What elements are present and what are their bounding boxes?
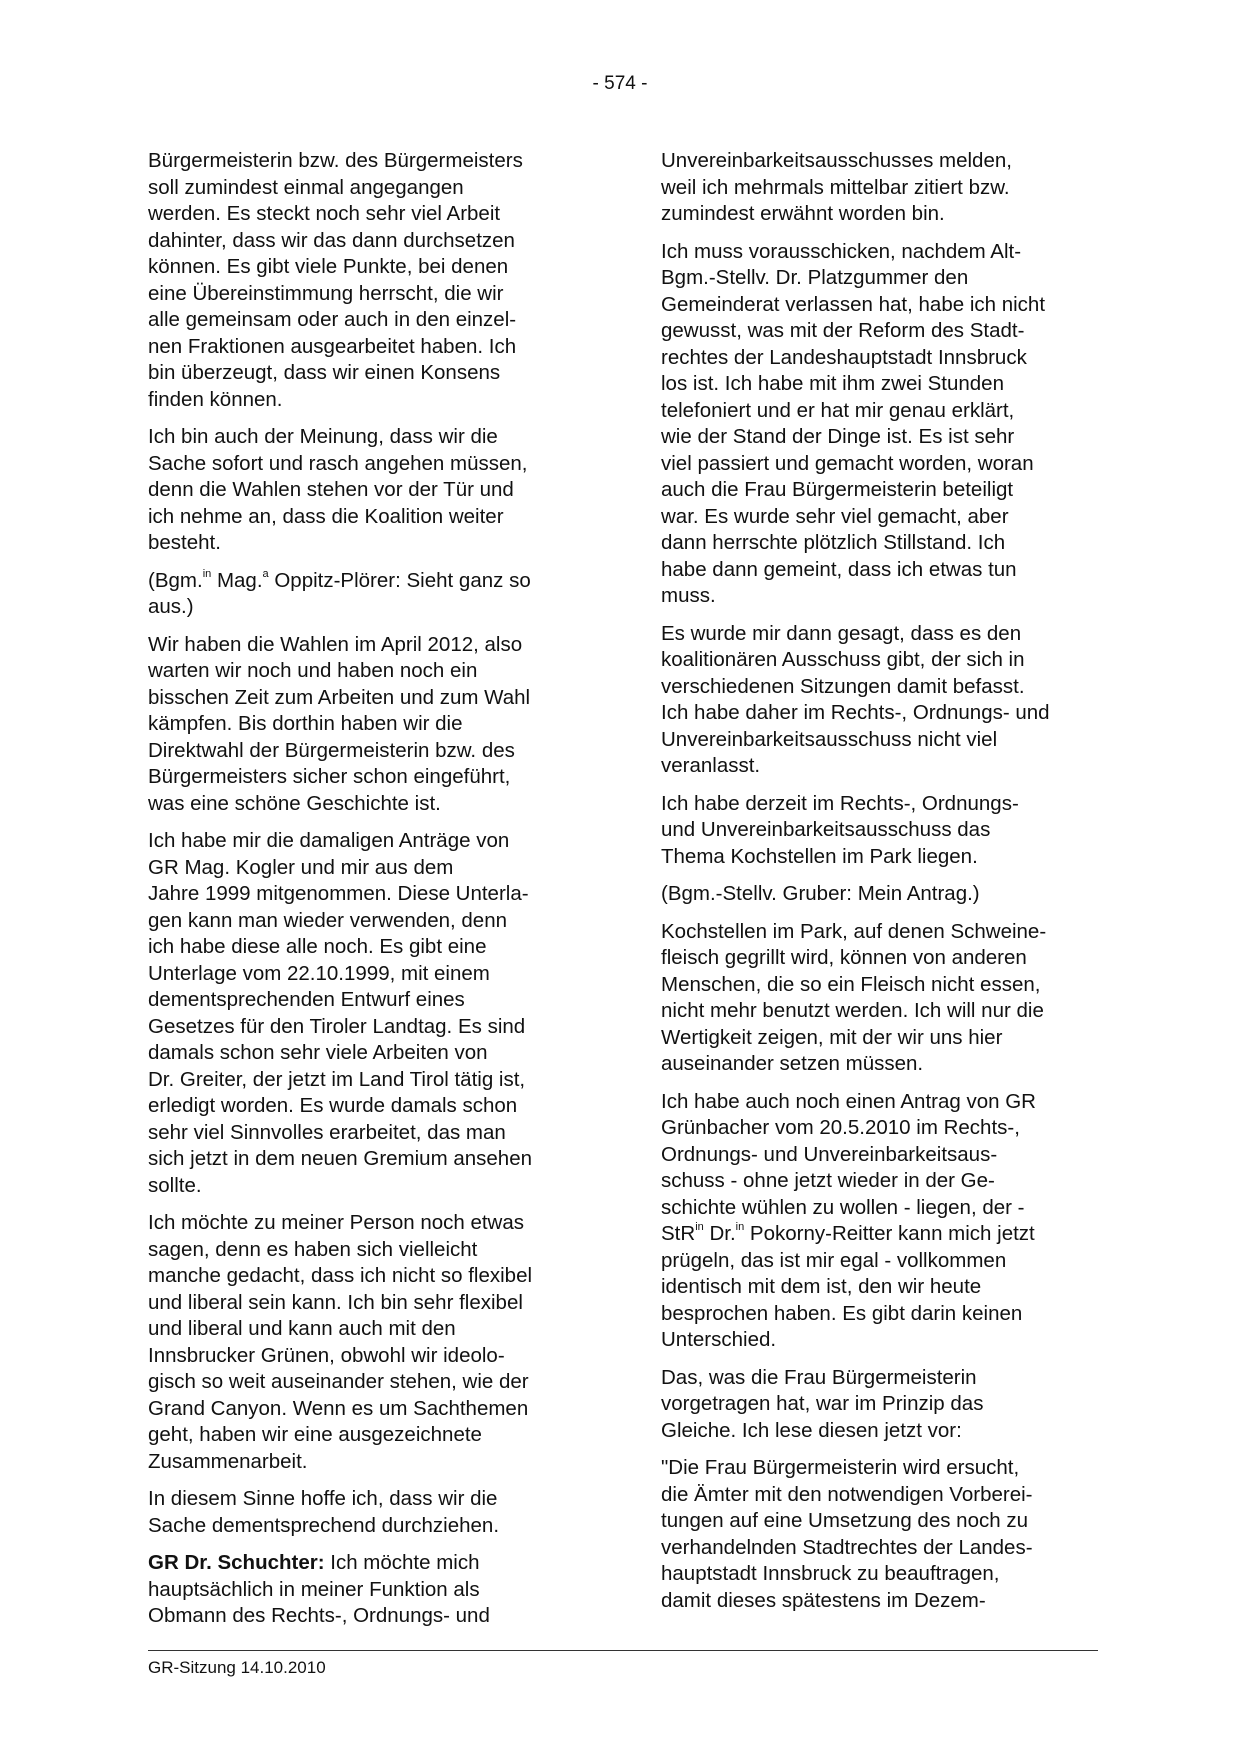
- interjection: (Bgm.-Stellv. Gruber: Mein Antrag.): [661, 882, 980, 905]
- quoted-motion: "Die Frau Bürgermeisterin wird ersucht, die Ämter mit den notwendigen Vorberei- tungen auf eine Umsetzung des noch zu verhandelnden Stadtrechtes der Landes- hauptstadt Innsbruck zu beauftragen, damit dieses spätestens im Dezem-: [661, 1456, 1033, 1612]
- paragraph: Ich möchte zu meiner Person noch etwas sagen, denn es haben sich vielleicht manche gedacht, dass ich nicht so flexibel und liberal sein kann. Ich bin sehr flexibel und liberal und kann auch mit den Innsbrucker Grünen, obwohl wir ideolo- gisch so weit auseinander stehen, wie der Grand Canyon. Wenn es um Sachthemen geht, haben wir eine ausgezeichnete Zusammenarbeit.: [148, 1211, 533, 1473]
- paragraph: Es wurde mir dann gesagt, dass es den koalitionären Ausschuss gibt, der sich in verschiedenen Sitzungen damit befasst. Ich habe daher im Rechts-, Ordnungs- und Unvereinbarkeitsausschuss nicht viel veranlasst.: [661, 621, 1050, 777]
- left-column: [148, 148, 593, 1641]
- superscript: in: [695, 1221, 704, 1234]
- paragraph: Ich habe derzeit im Rechts-, Ordnungs- und Unvereinbarkeitsausschuss das Thema Kochstellen im Park liegen.: [661, 791, 1019, 868]
- page-number: - 574 -: [592, 73, 648, 94]
- superscript: in: [202, 567, 212, 580]
- paragraph: Das, was die Frau Bürgermeisterin vorgetragen hat, war im Prinzip das Gleiche. Ich lese diesen jetzt vor:: [661, 1365, 984, 1442]
- paragraph: Wir haben die Wahlen im April 2012, also warten wir noch und haben noch ein bisschen Zeit zum Arbeiten und zum Wahl kämpfen. Bis dorthin haben wir die Direktwahl der Bürgermeisterin bzw. des Bürgermeisters sicher schon eingeführt, was eine schöne Geschichte ist.: [148, 632, 531, 815]
- paragraph: Ich muss vorausschicken, nachdem Alt- Bgm.-Stellv. Dr. Platzgummer den Gemeinderat verlassen hat, habe ich nicht gewusst, was mit der Reform des Stadt- rechtes der Landeshauptstadt Innsbruck los ist. Ich habe mit ihm zwei Stunden telefoniert und er hat mir genau erklärt, wie der Stand der Dinge ist. Es ist sehr viel passiert und gemacht worden, woran auch die Frau Bürgermeisterin beteiligt war. Es wurde sehr viel gemacht, aber dann herrschte plötzlich Stillstand. Ich habe dann gemeint, dass ich etwas tun muss.: [661, 239, 1046, 607]
- interjection-text: Oppitz-Plörer: Sieht ganz so aus.): [148, 568, 531, 618]
- paragraph: Kochstellen im Park, auf denen Schweine- fleisch gegrillt wird, können von anderen Menschen, die so ein Fleisch nicht essen, nicht mehr benutzt werden. Ich will nur die Wertigkeit zeigen, mit der wir uns hier auseinander setzen müssen.: [661, 919, 1047, 1075]
- paragraph: In diesem Sinne hoffe ich, dass wir die Sache dementsprechend durchziehen.: [148, 1487, 500, 1537]
- paragraph-text: Ich habe auch noch einen Antrag von GR Grünbacher vom 20.5.2010 im Rechts-, Ordnungs- und Unvereinbarkeitsaus- schuss - ohne jetzt wieder in der Ge- schichte wühlen zu wollen - liegen, der - StR: [661, 1089, 1036, 1245]
- superscript: a: [262, 567, 269, 580]
- paragraph: Ich habe mir die damaligen Anträge von GR Mag. Kogler und mir aus dem Jahre 1999 mitgenommen. Diese Unterla- gen kann man wieder verwenden, denn ich habe diese alle noch. Es gibt eine Unterlage vom 22.10.1999, mit einem dementsprechenden Entwurf eines Gesetzes für den Tiroler Landtag. Es sind damals schon sehr viele Arbeiten von Dr. Greiter, der jetzt im Land Tirol tätig ist, erledigt worden. Es wurde damals schon sehr viel Sinnvolles erarbeitet, das man sich jetzt in dem neuen Gremium ansehen sollte.: [148, 829, 533, 1197]
- superscript: in: [735, 1221, 745, 1234]
- footer-divider: [148, 1650, 1098, 1651]
- paragraph-text: Dr.: [703, 1222, 736, 1245]
- speaker-paragraph: [148, 1550, 593, 1630]
- interjection-text: (Bgm.: [148, 568, 203, 592]
- paragraph: Unvereinbarkeitsausschusses melden, weil ich mehrmals mittelbar zitiert bzw. zumindest erwähnt worden bin.: [661, 149, 1012, 225]
- paragraph: Ich bin auch der Meinung, dass wir die Sache sofort und rasch angehen müssen, denn die Wahlen stehen vor der Tür und ich nehme an, dass die Koalition weiter besteht.: [148, 425, 528, 554]
- interjection-text: Mag.: [211, 568, 263, 592]
- right-column: [661, 148, 1106, 1625]
- paragraph: [661, 1089, 1106, 1354]
- footer-session-date: GR-Sitzung 14.10.2010: [148, 1658, 326, 1677]
- paragraph-text: Pokorny-Reitter kann mich jetzt prügeln, das ist mir egal - vollkommen identisch mit dem ist, den wir heute besprochen haben. Es gibt darin keinen Unterschied.: [661, 1222, 1035, 1351]
- speaker-name: GR Dr. Schuchter:: [148, 1551, 325, 1574]
- interjection: [148, 568, 593, 621]
- paragraph: Bürgermeisterin bzw. des Bürgermeisters soll zumindest einmal angegangen werden. Es steckt noch sehr viel Arbeit dahinter, dass wir das dann durchsetzen können. Es gibt viele Punkte, bei denen eine Übereinstimmung herrscht, die wir alle gemeinsam oder auch in den einzel- nen Fraktionen ausgearbeitet haben. Ich bin überzeugt, dass wir einen Konsens finden können.: [148, 149, 523, 411]
- speaker-text: Ich möchte mich hauptsächlich in meiner Funktion als Obmann des Rechts-, Ordnungs- und: [148, 1551, 490, 1627]
